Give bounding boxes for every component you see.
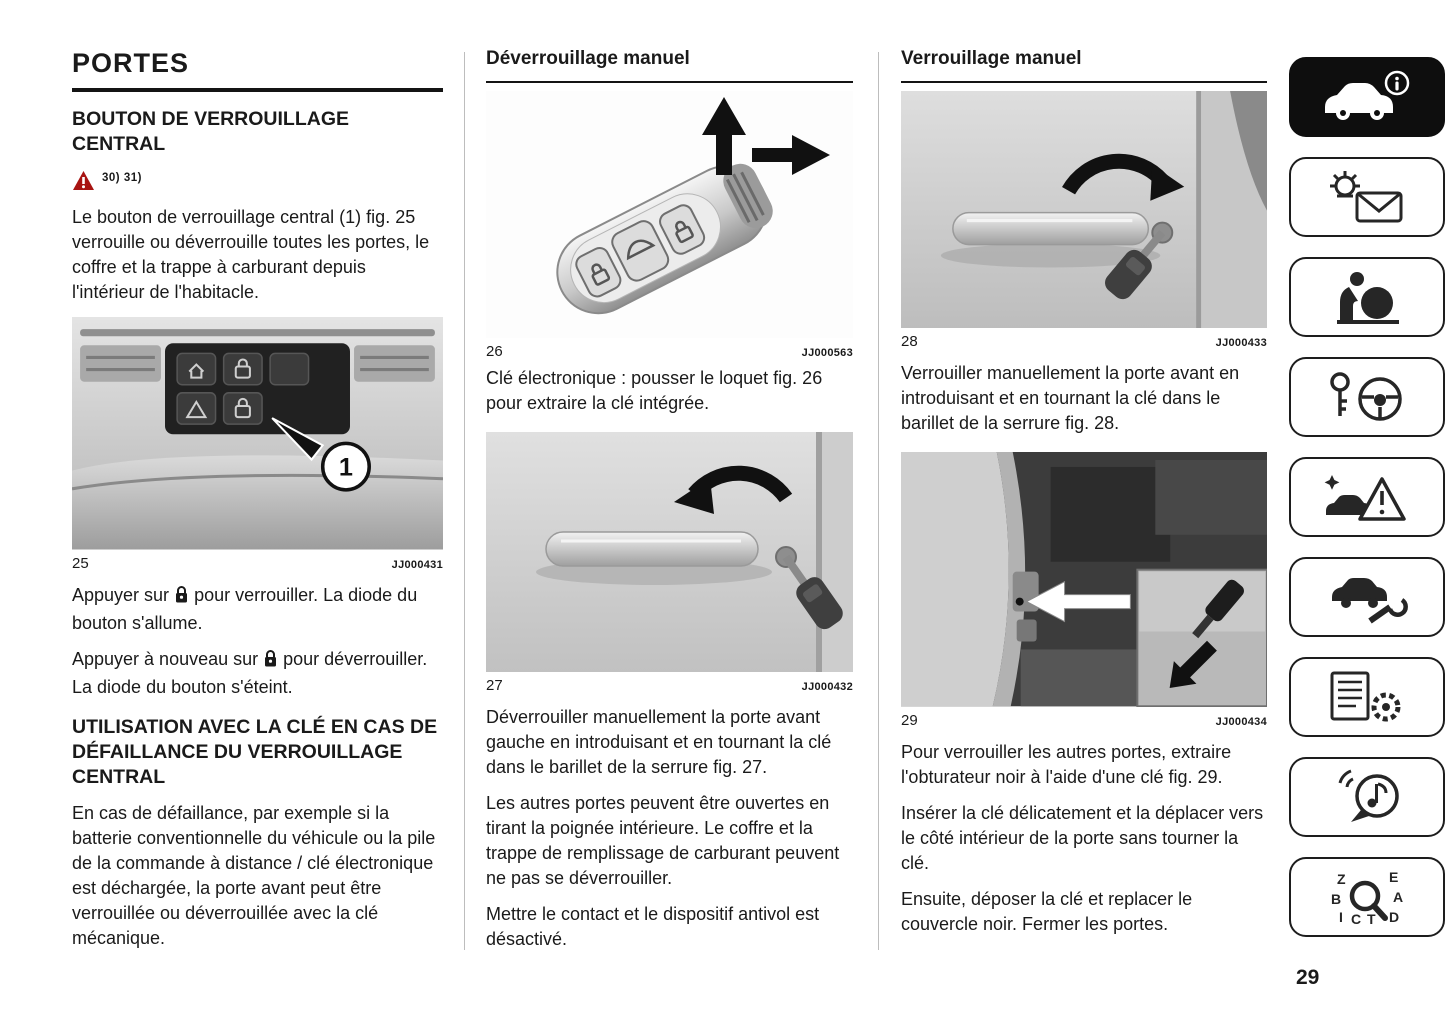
- key-steering-wheel-icon: [1324, 369, 1410, 425]
- figure-caption: [486, 677, 853, 694]
- sidebar-item-starting-driving[interactable]: [1289, 357, 1445, 437]
- paragraph: Pour verrouiller les autres portes, extraire l'obturateur noir à l'aide d'une clé fig. 29.: [901, 741, 1232, 787]
- paragraph-lock-2: [72, 647, 443, 700]
- figure-caption: [901, 333, 1267, 350]
- emergency-triangle-icon: [1324, 469, 1410, 525]
- fig29-door-edge-plug-photo: [901, 452, 1267, 706]
- callout-number: 1: [338, 453, 353, 482]
- heading-manual-unlocking: Déverrouillage manuel: [486, 48, 853, 83]
- sidebar-item-multimedia[interactable]: [1289, 757, 1445, 837]
- text: Appuyer à nouveau sur: [72, 648, 259, 669]
- figure-caption: [901, 712, 1267, 729]
- fig26-key-fob-photo: [486, 91, 853, 338]
- chapter-title: PORTES: [72, 48, 443, 92]
- padlock-icon: [263, 649, 278, 675]
- figure-code: JJ000563: [801, 347, 853, 359]
- alphabetical-index-search-icon: [1327, 868, 1407, 926]
- figure-number: 29: [901, 711, 918, 729]
- figure-26: [486, 91, 853, 360]
- sidebar-item-servicing[interactable]: [1289, 557, 1445, 637]
- sidebar-item-warning-lights[interactable]: [1289, 157, 1445, 237]
- text: Appuyer sur: [72, 584, 170, 605]
- figure-number: 26: [486, 343, 503, 360]
- padlock-icon: [174, 585, 189, 611]
- middle-column: [486, 48, 853, 952]
- paragraph-lock-1: [72, 583, 443, 636]
- sidebar-item-safety[interactable]: [1289, 257, 1445, 337]
- figure-number: 28: [901, 333, 918, 351]
- index-letter: C: [1351, 911, 1362, 926]
- index-letter: E: [1389, 869, 1399, 885]
- section-heading-central-locking: BOUTON DE VERROUILLAGE CENTRAL: [72, 108, 349, 155]
- car-info-icon: [1323, 69, 1411, 125]
- index-letter: A: [1393, 889, 1404, 905]
- figure-29: [901, 452, 1267, 728]
- index-letter: I: [1339, 909, 1343, 925]
- figure-code: JJ000434: [1215, 715, 1267, 728]
- sidebar-item-technical-data[interactable]: [1289, 657, 1445, 737]
- figure-number: 27: [486, 677, 503, 694]
- figure-27: [486, 432, 853, 694]
- paragraph: Ensuite, déposer la clé et replacer le couvercle noir. Fermer les portes.: [901, 888, 1193, 934]
- fig28-door-handle-lock-photo: [901, 91, 1267, 328]
- text: pour verrouiller. La diode du bouton s'allume.: [72, 584, 418, 633]
- figure-code: JJ000432: [801, 681, 853, 693]
- figure-code: JJ000433: [1215, 337, 1267, 350]
- page-number: 29: [1296, 966, 1320, 989]
- document-gear-icon: [1326, 669, 1408, 725]
- figure-caption: [72, 555, 443, 572]
- paragraph: Clé électronique : pousser le loquet fig. 26 pour extraire la clé intégrée.: [486, 368, 823, 413]
- index-letter: D: [1389, 909, 1400, 925]
- multimedia-icon: [1327, 769, 1407, 825]
- figure-28: [901, 91, 1267, 350]
- fig25-dashboard-switch-photo: [72, 317, 443, 550]
- text: pour déverrouiller. La diode du bouton s'éteint.: [72, 648, 428, 697]
- paragraph: En cas de défaillance, par exemple si la batterie conventionnelle du véhicule ou la pile de la commande à distance / clé électronique est déchargée, la porte avant peut être verrouillée ou déverrouillée avec la clé mécanique.: [72, 802, 436, 948]
- paragraph: Verrouiller manuellement la porte avant en introduisant et en tournant la clé dans le barillet de la serrure fig. 28.: [901, 363, 1240, 434]
- sidebar-item-emergency[interactable]: [1289, 457, 1445, 537]
- car-wrench-icon: [1324, 569, 1410, 625]
- figure-25: [72, 317, 443, 572]
- section-heading-key-failure: UTILISATION AVEC LA CLÉ EN CAS DE DÉFAILLANCE DU VERROUILLAGE CENTRAL: [72, 715, 438, 788]
- figure-code: JJ000431: [391, 558, 443, 571]
- warning-reference-row: [72, 170, 443, 194]
- figure-number: 25: [72, 554, 89, 572]
- index-letter: B: [1331, 891, 1342, 907]
- paragraph: Insérer la clé délicatement et la déplacer vers le côté intérieur de la porte sans tourner la clé.: [901, 802, 1264, 873]
- index-letter: T: [1367, 911, 1376, 926]
- index-letter: Z: [1337, 871, 1346, 887]
- paragraph: Déverrouiller manuellement la porte avant gauche en introduisant et en tournant la clé dans le barillet de la serrure fig. 27.: [486, 707, 832, 777]
- right-column: [901, 48, 1267, 937]
- sidebar-item-index[interactable]: [1289, 857, 1445, 937]
- column-divider: [464, 52, 465, 950]
- figure-caption: [486, 343, 853, 360]
- paragraph: Le bouton de verrouillage central (1) fig. 25 verrouille ou déverrouille toutes les portes, le coffre et la trappe à carburant depuis l'intérieur de l'habitacle.: [72, 207, 430, 302]
- warning-lights-message-icon: [1323, 169, 1411, 225]
- inset-closeup: [1137, 570, 1267, 707]
- sidebar-item-vehicle-info[interactable]: [1289, 57, 1445, 137]
- column-divider: [878, 52, 879, 950]
- chapter-nav-sidebar: [1289, 57, 1445, 937]
- paragraph: Les autres portes peuvent être ouvertes en tirant la poignée intérieure. Le coffre et la trappe de remplissage de carburant peuvent ne pas se déverrouiller.: [486, 793, 840, 888]
- heading-manual-locking: Verrouillage manuel: [901, 48, 1267, 83]
- warning-triangle-icon: [72, 170, 95, 191]
- fig27-door-handle-unlock-photo: [486, 432, 853, 672]
- paragraph: Mettre le contact et le dispositif antivol est désactivé.: [486, 904, 820, 949]
- left-column: [72, 48, 443, 951]
- airbag-safety-icon: [1327, 269, 1407, 325]
- warning-refs: 30) 31): [102, 172, 142, 184]
